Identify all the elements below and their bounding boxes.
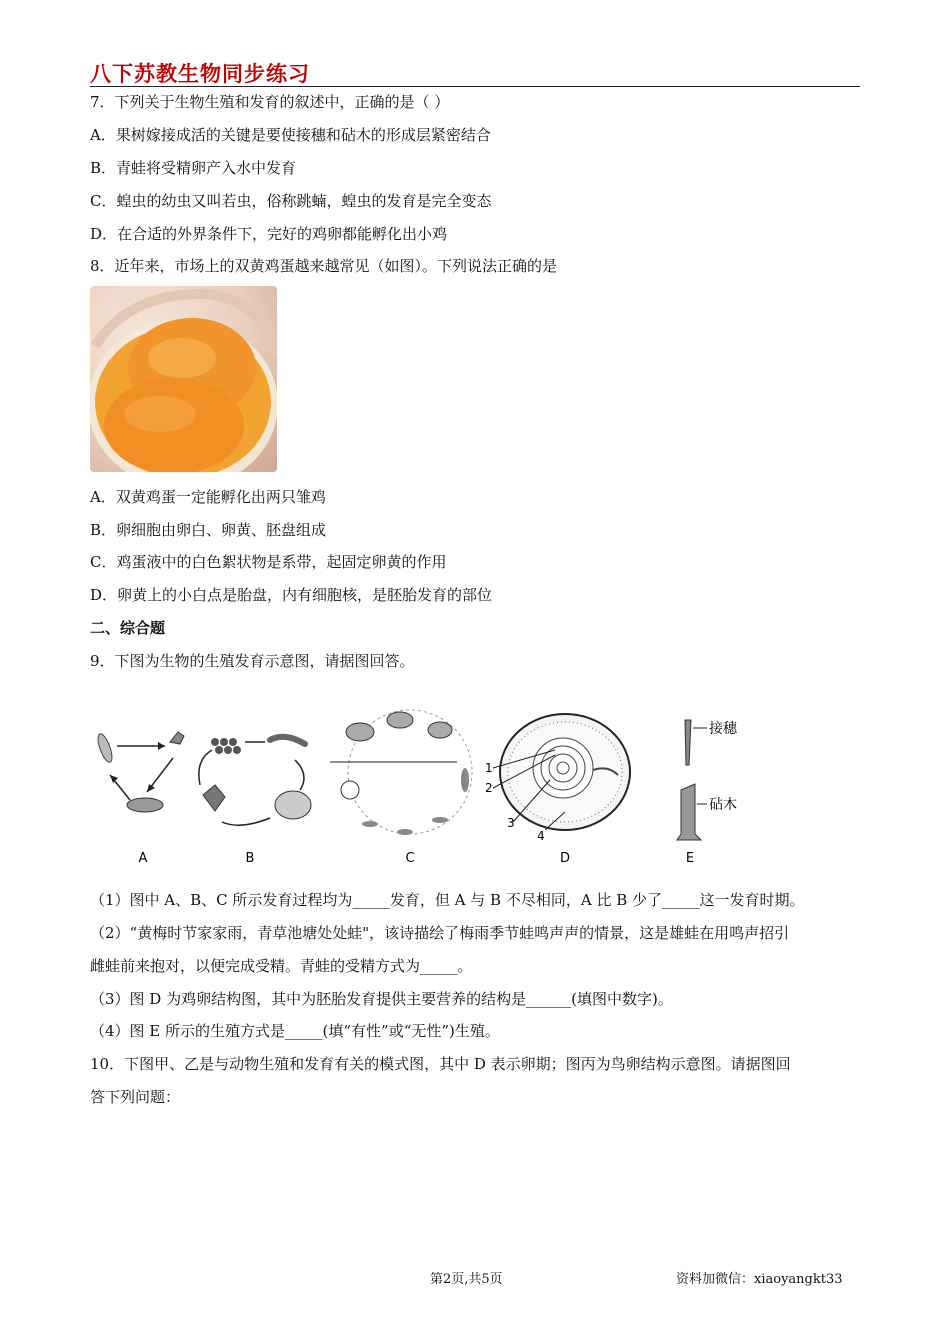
graft-scion-label: 接穗 bbox=[709, 721, 737, 737]
question-8-option-c: C．鸡蛋液中的白色絮状物是系带，起固定卵黄的作用 bbox=[90, 553, 447, 571]
question-10-stem-line-2: 答下列问题： bbox=[90, 1088, 181, 1106]
question-9-stem: 9．下图为生物的生殖发育示意图，请据图回答。 bbox=[90, 652, 415, 670]
question-9-part-2-line-1: （2）“黄梅时节家家雨，青草池塘处处蛙"，该诗描绘了梅雨季节蛙鸣声声的情景，这是雄蛙在用鸣声招引 bbox=[90, 924, 790, 942]
question-7-option-b: B．青蛙将受精卵产入水中发育 bbox=[90, 159, 297, 177]
question-7-option-d: D．在合适的外界条件下，完好的鸡卵都能孵化出小鸡 bbox=[90, 225, 448, 243]
diagram-label-e: E bbox=[685, 851, 695, 866]
reproduction-diagram bbox=[85, 700, 855, 875]
diagram-label-d: D bbox=[559, 851, 571, 866]
question-9-part-2-line-2: 雌蛙前来抱对，以便完成受精。青蛙的受精方式为_____。 bbox=[90, 957, 473, 975]
page-title: 八下苏教生物同步练习 bbox=[90, 62, 310, 86]
header-divider bbox=[90, 86, 860, 87]
diagram-c-frog-cycle bbox=[330, 710, 472, 866]
diagram-label-b: B bbox=[245, 851, 255, 866]
double-yolk-egg-photo bbox=[90, 286, 277, 472]
question-8-stem: 8．近年来，市场上的双黄鸡蛋越来越常见（如图）。下列说法正确的是 bbox=[90, 257, 558, 275]
question-7-stem: 7．下列关于生物生殖和发育的叙述中，正确的是（ ） bbox=[90, 93, 450, 111]
diagram-a-grasshopper-cycle bbox=[95, 732, 184, 866]
question-9-part-1: （1）图中 A、B、C 所示发育过程均为_____发育，但 A 与 B 不尽相同，A 比 B 少了_____这一发育时期。 bbox=[90, 891, 805, 909]
graft-stock-label: 砧木 bbox=[709, 797, 737, 813]
egg-part-4: 4 bbox=[537, 829, 545, 843]
question-8-option-d: D．卵黄上的小白点是胎盘，内有细胞核，是胚胎发育的部位 bbox=[90, 586, 493, 604]
question-8-option-b: B．卵细胞由卵白、卵黄、胚盘组成 bbox=[90, 521, 327, 539]
question-9-part-3: （3）图 D 为鸡卵结构图，其中为胚胎发育提供主要营养的结构是______(填图中数字)。 bbox=[90, 990, 673, 1008]
diagram-e-grafting bbox=[677, 720, 738, 866]
question-8-option-a: A．双黄鸡蛋一定能孵化出两只雏鸡 bbox=[90, 488, 326, 506]
question-7-option-c: C．蝗虫的幼虫又叫若虫，俗称跳蝻，蝗虫的发育是完全变态 bbox=[90, 192, 492, 210]
diagram-b-butterfly-cycle bbox=[199, 737, 311, 866]
contact-info: 资料加微信：xiaoyangkt33 bbox=[676, 1272, 843, 1287]
egg-part-2: 2 bbox=[485, 781, 493, 795]
diagram-label-a: A bbox=[138, 851, 148, 866]
egg-part-3: 3 bbox=[507, 816, 515, 830]
diagram-d-egg-structure bbox=[485, 714, 630, 866]
question-10-stem-line-1: 10．下图甲、乙是与动物生殖和发育有关的模式图，其中 D 表示卵期；图丙为鸟卵结构示意图。请据图回 bbox=[90, 1055, 791, 1073]
section-heading: 二、综合题 bbox=[90, 619, 166, 637]
question-9-part-4: （4）图 E 所示的生殖方式是_____(填“有性”或“无性”)生殖。 bbox=[90, 1022, 500, 1040]
page-number: 第2页,共5页 bbox=[430, 1272, 503, 1287]
egg-part-1: 1 bbox=[485, 761, 493, 775]
question-7-option-a: A．果树嫁接成活的关键是要使接穗和砧木的形成层紧密结合 bbox=[90, 126, 491, 144]
diagram-label-c: C bbox=[405, 851, 415, 866]
